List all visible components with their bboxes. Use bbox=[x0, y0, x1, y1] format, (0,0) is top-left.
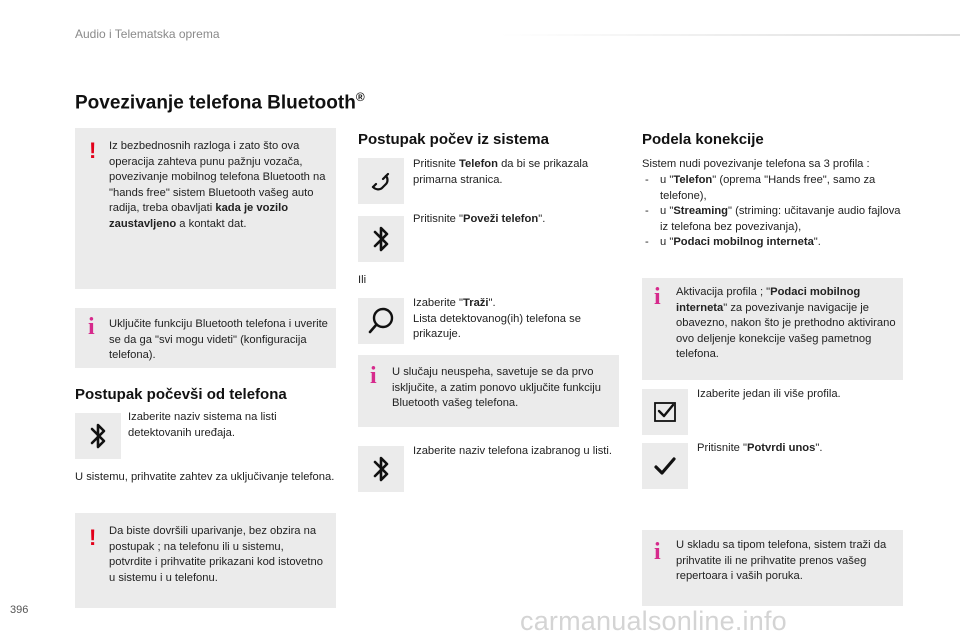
step-select-phone: Izaberite naziv telefona izabranog u listi. bbox=[413, 445, 613, 457]
info-text-mobile-data: Aktivacija profila ; "Podaci mobilnog interneta" za povezivanje navigacije je obavezno, nakon što je prethodno aktivirano ovo deljenje konekcije vašeg pametnog telefona. bbox=[676, 286, 896, 361]
warning-box-pairing bbox=[75, 513, 336, 608]
bluetooth-icon-box bbox=[358, 446, 404, 492]
bluetooth-icon bbox=[370, 454, 392, 484]
checklist-icon bbox=[652, 400, 678, 424]
step-select-system: Izaberite naziv sistema na listi detektovanih uređaja. bbox=[128, 411, 277, 439]
checkmark-icon bbox=[653, 455, 677, 477]
watermark-text: carmanualsonline.info bbox=[520, 606, 787, 636]
profiles-intro: Sistem nudi povezivanje telefona sa 3 profila : bbox=[642, 158, 870, 170]
phone-icon-box bbox=[358, 158, 404, 204]
info-box-bluetooth bbox=[75, 308, 336, 368]
profiles-list bbox=[642, 173, 904, 251]
warning-icon: ! bbox=[89, 138, 97, 163]
bluetooth-icon-box bbox=[358, 216, 404, 262]
step-press-telefon: Pritisnite Telefon da bi se prikazala primarna stranica. bbox=[413, 158, 589, 186]
warning-text-safety: Iz bezbednosnih razloga i zato što ova operacija zahteva punu pažnju vozača, povezivanje mobilnog telefona Bluetooth na "hands free" sistem Bluetooth vašeg auto radija, treba obavljati kada je vozilo zaustavljeno a kontakt dat. bbox=[109, 140, 326, 230]
info-icon: i bbox=[370, 363, 377, 389]
step-select-profiles: Izaberite jedan ili više profila. bbox=[697, 388, 841, 400]
info-text-failure: U slučaju neuspeha, savetuje se da prvo isključite, a zatim ponovo uključite funkciju Bluetooth vašeg telefona. bbox=[392, 366, 601, 410]
list-item: - u "Streaming" (striming: učitavanje audio fajlova iz telefona bez povezivanja), bbox=[642, 204, 904, 235]
info-box-failure bbox=[358, 355, 619, 427]
info-text-repertoire: U skladu sa tipom telefona, sistem traži da prihvatite ili ne prihvatite prenos vašeg repertoara i vaših poruka. bbox=[676, 539, 887, 583]
header-divider bbox=[500, 34, 960, 36]
heading-from-phone: Postupak počevši od telefona bbox=[75, 386, 287, 403]
heading-connection-sharing: Podela konekcije bbox=[642, 131, 764, 148]
warning-text-pairing: Da biste dovršili uparivanje, bez obzira na postupak ; na telefonu ili u sistemu, potvrdite i prihvatite prikazani kod istovetno u sistemu i u telefonu. bbox=[109, 525, 323, 584]
step-confirm: Pritisnite "Potvrdi unos". bbox=[697, 442, 823, 454]
bluetooth-icon-box bbox=[75, 413, 121, 459]
page-title-text: Povezivanje telefona Bluetooth bbox=[75, 92, 356, 114]
heading-from-system: Postupak počev iz sistema bbox=[358, 131, 549, 148]
step-search: Izaberite "Traži". Lista detektovanog(ih) telefona se prikazuje. bbox=[413, 297, 581, 341]
page-title bbox=[75, 90, 365, 114]
registered-mark: ® bbox=[355, 90, 365, 104]
list-item: - u "Podaci mobilnog interneta". bbox=[642, 235, 904, 251]
info-icon: i bbox=[88, 314, 95, 340]
checklist-icon-box bbox=[642, 389, 688, 435]
warning-box-safety bbox=[75, 128, 336, 289]
or-text: Ili bbox=[358, 274, 367, 286]
info-text-bluetooth: Uključite funkciju Bluetooth telefona i uverite se da ga "svi mogu videti" (konfiguracija telefona). bbox=[109, 318, 328, 362]
list-item: - u "Telefon" (oprema "Hands free", samo za telefone), bbox=[642, 173, 904, 204]
info-icon: i bbox=[654, 539, 661, 565]
info-box-repertoire bbox=[642, 530, 903, 606]
search-icon bbox=[365, 305, 397, 337]
info-icon: i bbox=[654, 284, 661, 310]
step-connect-phone: Pritisnite "Poveži telefon". bbox=[413, 213, 546, 225]
bluetooth-icon bbox=[370, 224, 392, 254]
info-box-mobile-data bbox=[642, 278, 903, 380]
page-number: 396 bbox=[10, 604, 29, 616]
section-header: Audio i Telematska oprema bbox=[75, 27, 220, 41]
warning-icon: ! bbox=[89, 525, 97, 550]
checkmark-icon-box bbox=[642, 443, 688, 489]
phone-icon bbox=[367, 167, 395, 195]
accept-request-text: U sistemu, prihvatite zahtev za uključivanje telefona. bbox=[75, 471, 335, 483]
search-icon-box bbox=[358, 298, 404, 344]
bluetooth-icon bbox=[87, 421, 109, 451]
